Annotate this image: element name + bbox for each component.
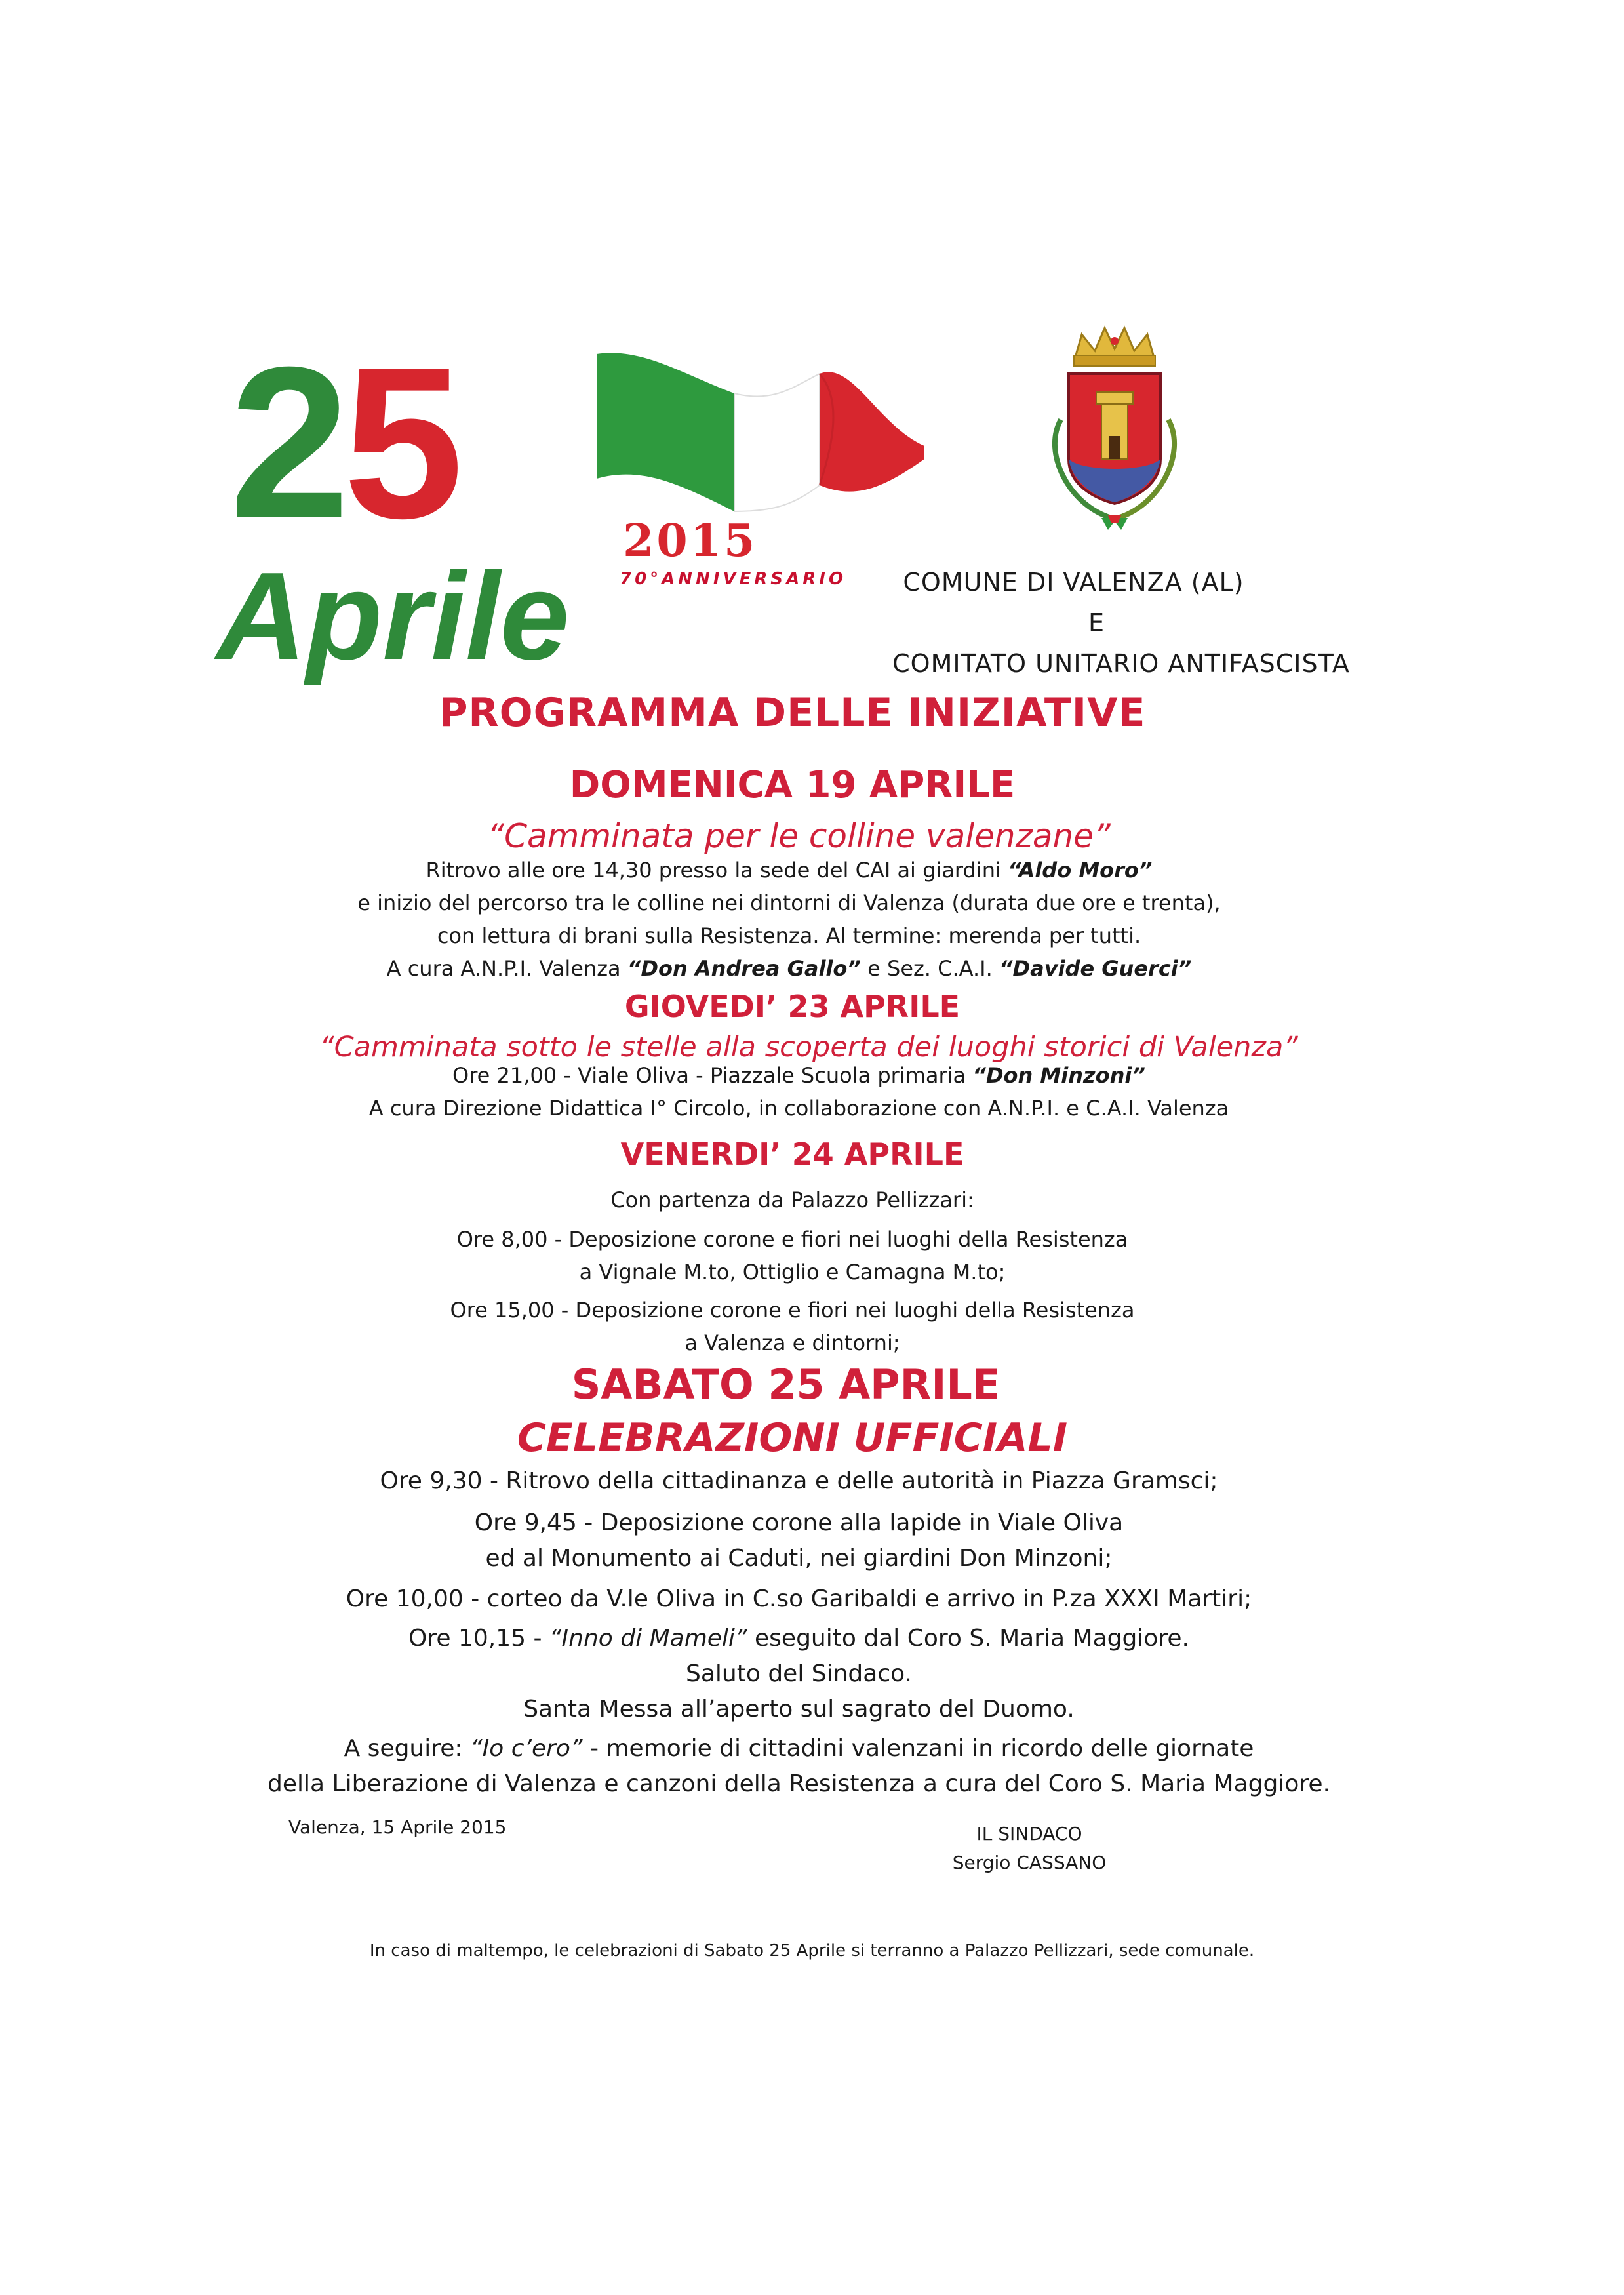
document-date: Valenza, 15 Aprile 2015 [288,1816,507,1838]
sunday-details [0,854,1601,985]
italian-flag-icon [584,348,931,525]
logo-number: 25 [229,321,458,563]
thursday-subtitle: “Camminata sotto le stelle alla scoperta dei luoghi storici di Valenza” [319,1031,1298,1064]
friday-line-3: a Vignale M.to, Ottiglio e Camagna M.to; [579,1260,1006,1285]
page-title: PROGRAMMA DELLE INIZIATIVE [439,690,1146,736]
saturday-line-9: della Liberazione di Valenza e canzoni della Resistenza a cura del Coro S. Maria Maggiore. [267,1770,1330,1797]
organizer-municipality: COMUNE DI VALENZA (AL) [903,568,1244,597]
signature-block [918,1820,1141,1877]
saturday-line-4: Ore 10,00 - corteo da V.le Oliva in C.so Garibaldi e arrivo in P.za XXXI Martiri; [346,1586,1252,1612]
friday-line-5: a Valenza e dintorni; [684,1330,900,1355]
sunday-line-3: con lettura di brani sulla Resistenza. Al termine: merenda per tutti. [437,923,1141,948]
saturday-line-3: ed al Monumento ai Caduti, nei giardini Don Minzoni; [485,1545,1113,1572]
thursday-details [0,1059,1611,1125]
organizer-committee: COMITATO UNITARIO ANTIFASCISTA [892,649,1350,678]
logo-month: Aprile [216,547,570,686]
saturday-line-6: Saluto del Sindaco. [686,1660,912,1687]
friday-line-4: Ore 15,00 - Deposizione corone e fiori nei luoghi della Resistenza [450,1298,1135,1323]
friday-heading: VENERDI’ 24 APRILE [620,1136,964,1172]
saturday-line-1: Ore 9,30 - Ritrovo della cittadinanza e delle autorità in Piazza Gramsci; [380,1467,1218,1494]
logo-year: 2015 [623,515,758,567]
weather-note: In caso di maltempo, le celebrazioni di Sabato 25 Aprile si terranno a Palazzo Pellizzari, sede comunale. [369,1941,1255,1961]
saturday-heading: SABATO 25 APRILE [571,1361,1000,1408]
thursday-line-1: Ore 21,00 - Viale Oliva - Piazzale Scuola primaria “Don Minzoni” [452,1063,1145,1088]
valenza-coat-of-arms-icon [1029,321,1200,538]
sunday-subtitle: “Camminata per le colline valenzane” [487,817,1111,855]
sunday-heading: DOMENICA 19 APRILE [569,764,1016,807]
friday-line-1: Con partenza da Palazzo Pellizzari: [610,1187,974,1212]
saturday-line-7: Santa Messa all’aperto sul sagrato del Duomo. [523,1696,1075,1723]
signer-title: IL SINDACO [976,1823,1082,1845]
thursday-line-2: A cura Direzione Didattica I° Circolo, in collaborazione con A.N.P.I. e C.A.I. Valenza [368,1096,1229,1121]
saturday-line-2: Ore 9,45 - Deposizione corone alla lapide in Viale Oliva [474,1509,1124,1536]
logo-anniversary: 70°ANNIVERSARIO [620,569,847,589]
saturday-subtitle: CELEBRAZIONI UFFICIALI [517,1415,1068,1461]
saturday-details [0,1464,1611,1802]
friday-details [0,1184,1604,1359]
friday-line-2: Ore 8,00 - Deposizione corone e fiori nei luoghi della Resistenza [456,1227,1128,1252]
signer-name: Sergio CASSANO [952,1852,1107,1873]
sunday-line-1: Ritrovo alle ore 14,30 presso la sede del CAI ai giardini “Aldo Moro” [426,858,1153,883]
saturday-line-5: Ore 10,15 - “Inno di Mameli” eseguito dal Coro S. Maria Maggiore. [408,1625,1189,1652]
thursday-heading: GIOVEDI’ 23 APRILE [624,989,961,1024]
sunday-line-4: A cura A.N.P.I. Valenza “Don Andrea Gallo” e Sez. C.A.I. “Davide Guerci” [386,956,1192,981]
saturday-line-8: A seguire: “Io c’ero” - memorie di cittadini valenzani in ricordo delle giornate [344,1735,1254,1762]
organizer-header [852,562,1390,684]
organizer-conjunction: E [1088,609,1105,637]
sunday-line-2: e inizio del percorso tra le colline nei dintorni di Valenza (durata due ore e trenta), [357,890,1221,915]
